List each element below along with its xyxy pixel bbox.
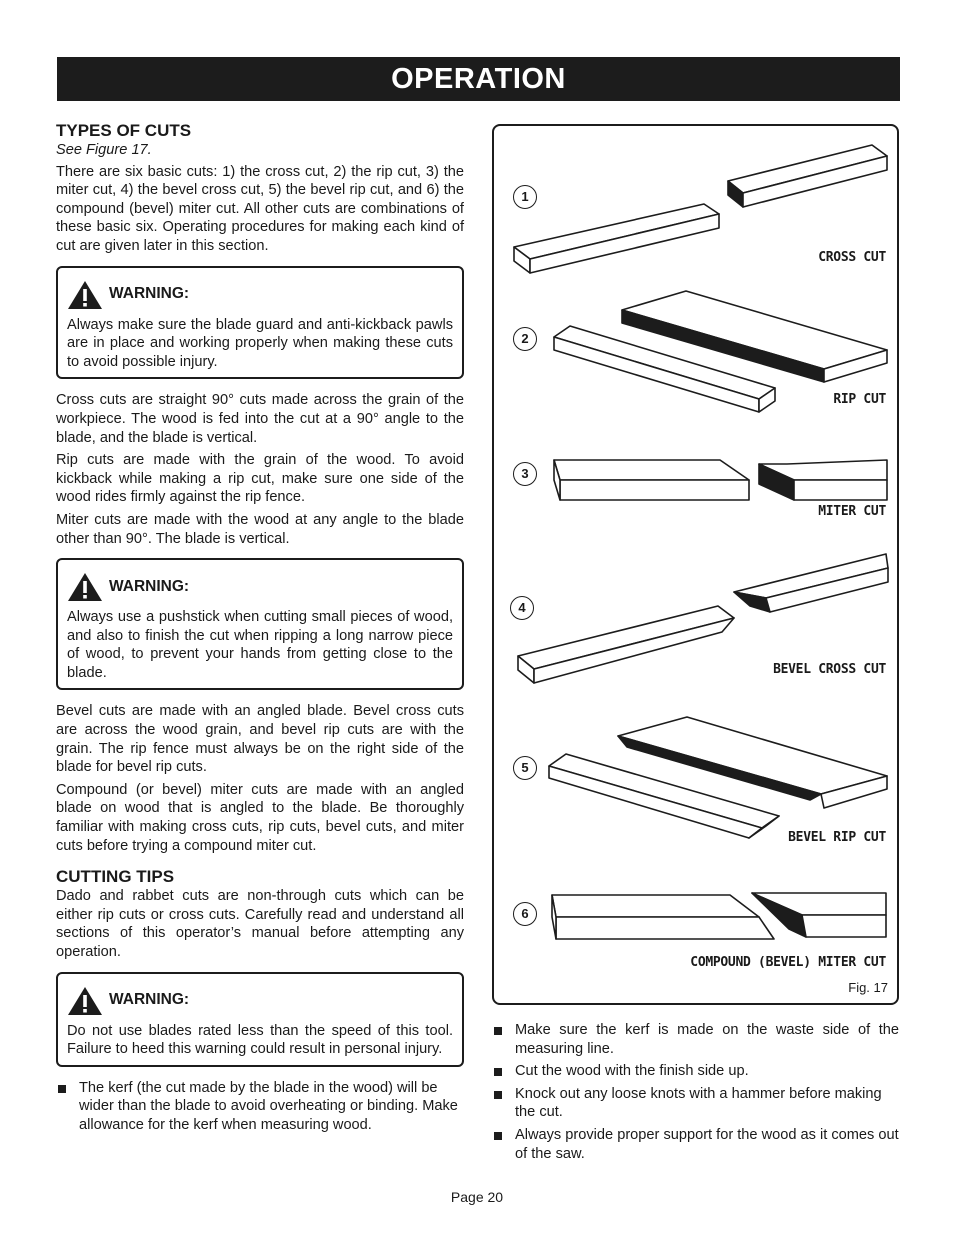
page-number: Page 20 <box>450 1189 504 1205</box>
figure-caption: Fig. 17 <box>848 980 888 995</box>
cutting-tips-heading: CUTTING TIPS <box>56 867 175 887</box>
rip-cut-paragraph: Rip cuts are made with the grain of the wood. To avoid kickback while making a rip cut, make sure one side of the wood rides firmly against the rip fence. <box>56 452 464 506</box>
warning-title: WARNING: <box>109 991 190 1009</box>
cross-cut-paragraph: Cross cuts are straight 90° cuts made across the grain of the workpiece. The wood is fed into the cut at a 90° angle to the blade, and the blade is vertical. <box>56 392 464 446</box>
miter-cut-paragraph: Miter cuts are made with the wood at any angle to the blade other than 90°. The blade is vertical. <box>56 511 464 547</box>
bullet-square-icon <box>494 1027 502 1035</box>
list-item: Cut the wood with the finish side up. <box>492 1062 899 1081</box>
cut-label: BEVEL RIP CUT <box>788 830 886 845</box>
list-item: Knock out any loose knots with a hammer before making the cut. <box>492 1085 899 1122</box>
cut-label: COMPOUND (BEVEL) MITER CUT <box>690 955 886 970</box>
cut-label: RIP CUT <box>833 392 886 407</box>
types-of-cuts-heading: TYPES OF CUTS <box>56 121 192 140</box>
bevel-rip-cut-illustration <box>549 717 887 838</box>
cut-number-badge: 4 <box>510 596 534 620</box>
cut-label: BEVEL CROSS CUT <box>773 662 886 677</box>
list-item: The kerf (the cut made by the blade in the wood) will be wider than the blade to avoid overheating or binding. Make allowance for the kerf when measuring wood. <box>56 1079 464 1135</box>
section-banner: OPERATION <box>57 57 900 101</box>
warning-triangle-icon <box>67 572 103 602</box>
warning-title: WARNING: <box>109 577 190 595</box>
compound-miter-paragraph: Compound (or bevel) miter cuts are made with an angled blade on wood that is angled to the blade. Be thoroughly familiar with making cross cuts, rip cuts, bevel cuts, and miter cuts before trying a compound miter cut. <box>56 781 464 854</box>
figure-reference: See Figure 17. <box>56 142 152 158</box>
bullet-square-icon <box>494 1132 502 1140</box>
list-item: Make sure the kerf is made on the waste side of the measuring line. <box>492 1021 899 1058</box>
cut-label: MITER CUT <box>818 504 886 519</box>
figure-17 <box>492 124 899 1005</box>
left-column <box>56 121 464 1139</box>
cut-number-badge: 5 <box>513 756 537 780</box>
cut-number-badge: 1 <box>513 185 537 209</box>
cut-label: CROSS CUT <box>818 250 886 265</box>
cutting-tips-paragraph: Dado and rabbet cuts are non-through cuts which can be either rip cuts or cross cuts. Carefully read and understand all sections of this operator’s manual before attempting any operation. <box>56 888 464 960</box>
types-intro-paragraph: There are six basic cuts: 1) the cross cut, 2) the rip cut, 3) the miter cut, 4) the bevel cross cut, 5) the bevel rip cut, and 6) the compound (bevel) miter cut. All other cuts are combinations of these basic six. Operating procedures for making each kind of cut are given later in this section. <box>56 163 464 254</box>
warning-text: Do not use blades rated less than the speed of this tool. Failure to heed this warning could result in personal injury. <box>67 1022 453 1058</box>
right-column <box>492 124 899 1167</box>
miter-cut-illustration <box>554 460 887 500</box>
warning-box-blade-speed <box>56 972 464 1067</box>
bullet-square-icon <box>494 1091 502 1099</box>
compound-miter-cut-illustration <box>552 893 886 939</box>
bevel-cut-paragraph: Bevel cuts are made with an angled blade. Bevel cross cuts are across the wood grain, and bevel rip cuts are with the grain. The rip fence must always be on the right side of the blade for bevel rip cuts. <box>56 703 464 776</box>
warning-box-guard <box>56 266 464 380</box>
warning-box-pushstick <box>56 558 464 690</box>
cutting-tips-list <box>492 1021 899 1163</box>
bullet-square-icon <box>494 1068 502 1076</box>
warning-text: Always use a pushstick when cutting small pieces of wood, and also to finish the cut when ripping a long narrow piece of wood, to prevent your hands from getting close to the blade. <box>67 609 453 681</box>
cut-number-badge: 6 <box>513 902 537 926</box>
bullet-square-icon <box>58 1085 66 1093</box>
warning-text: Always make sure the blade guard and anti-kickback pawls are in place and working properly when making these cuts to avoid possible injury. <box>67 316 453 370</box>
list-item: Always provide proper support for the wood as it comes out of the saw. <box>492 1126 899 1163</box>
warning-triangle-icon <box>67 280 103 310</box>
warning-triangle-icon <box>67 986 103 1016</box>
cut-number-badge: 2 <box>513 327 537 351</box>
warning-title: WARNING: <box>109 285 190 303</box>
cut-number-badge: 3 <box>513 462 537 486</box>
